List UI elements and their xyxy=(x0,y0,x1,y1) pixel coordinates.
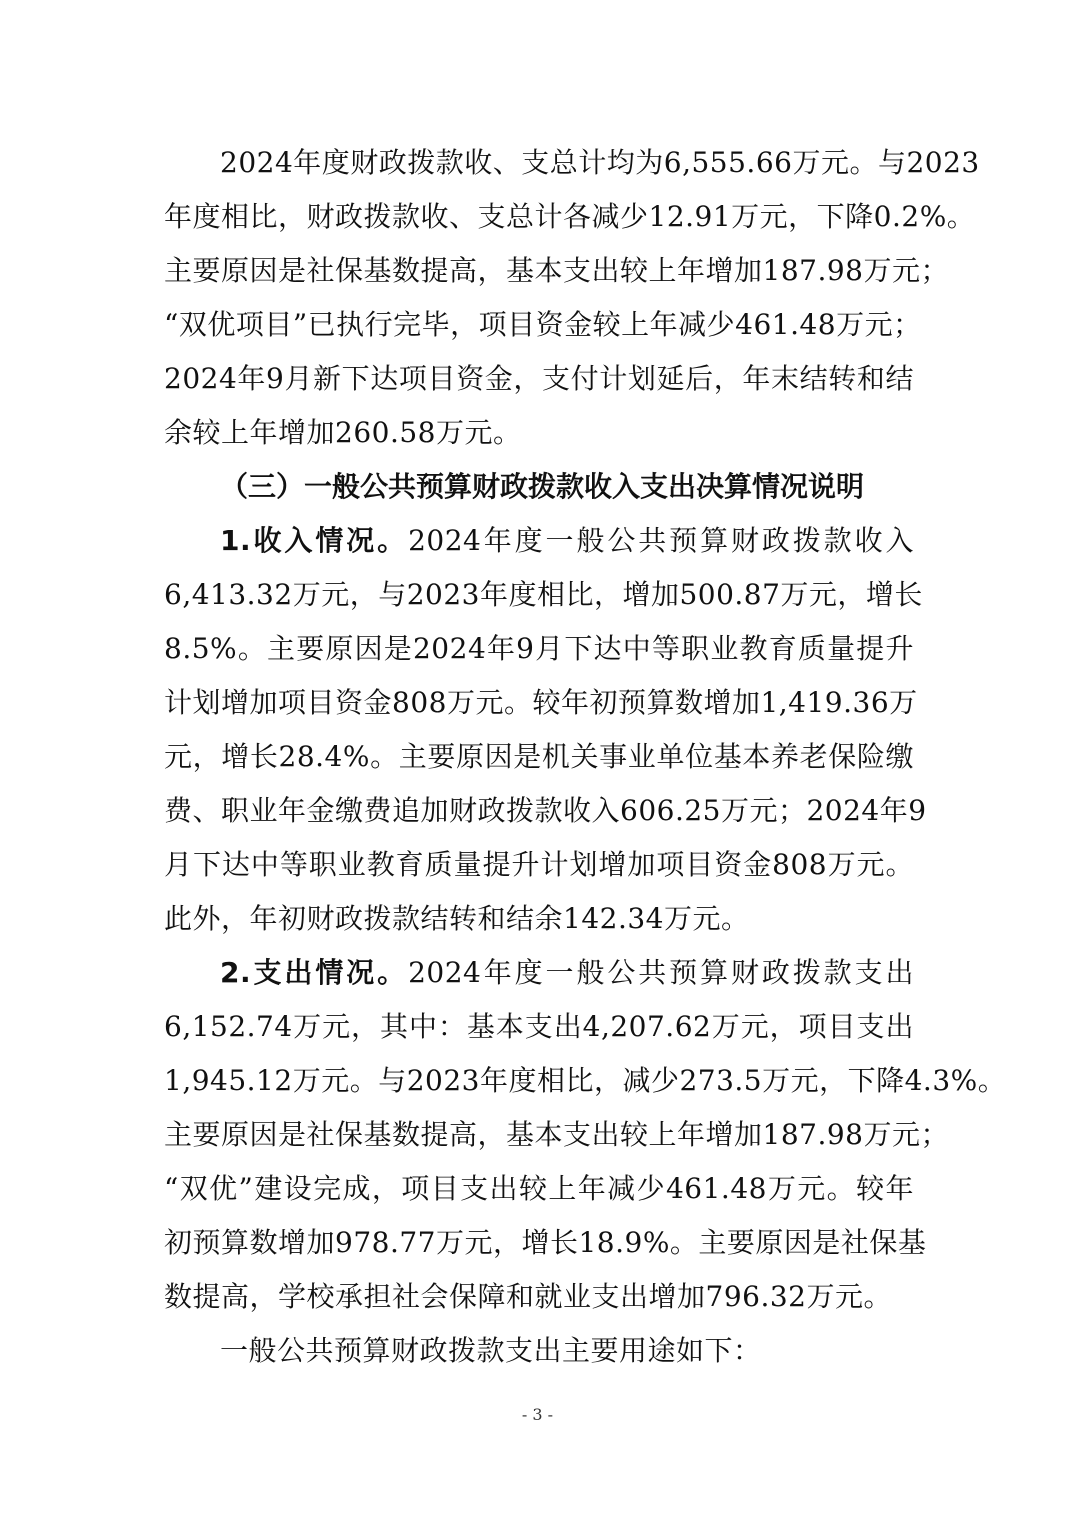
paragraph-line: 计划增加项目资金808万元。较年初预算数增加1,419.36万 xyxy=(164,686,918,719)
paragraph-line: 6,413.32万元，与2023年度相比，增加500.87万元，增长 xyxy=(164,578,923,611)
paragraph-line: “双优项目”已执行完毕，项目资金较上年减少461.48万元； xyxy=(164,308,922,341)
income-first-line xyxy=(220,514,914,568)
expenditure-lead: 2.支出情况。 xyxy=(220,956,409,989)
paragraph-line: 6,152.74万元，其中：基本支出4,207.62万元，项目支出 xyxy=(164,1010,914,1043)
section-heading: （三）一般公共预算财政拨款收入支出决算情况说明 xyxy=(220,470,865,503)
paragraph-line: 初预算数增加978.77万元，增长18.9%。主要原因是社保基 xyxy=(164,1226,927,1259)
page-number: - 3 - xyxy=(521,1405,554,1424)
paragraph-line: 1,945.12万元。与2023年度相比，减少273.5万元，下降4.3%。 xyxy=(164,1064,1007,1097)
paragraph-line: 主要原因是社保基数提高，基本支出较上年增加187.98万元； xyxy=(164,254,949,287)
paragraph-line: “双优”建设完成，项目支出较上年减少461.48万元。较年 xyxy=(164,1172,914,1205)
income-lead: 1.收入情况。 xyxy=(220,524,409,557)
paragraph-line: 主要原因是社保基数提高，基本支出较上年增加187.98万元； xyxy=(164,1118,949,1151)
expenditure-first-line-text: 2024年度一般公共预算财政拨款支出 xyxy=(408,956,914,989)
paragraph-line: 余较上年增加260.58万元。 xyxy=(164,416,522,449)
paragraph-line: 2024年度财政拨款收、支总计均为6,555.66万元。与2023 xyxy=(220,146,980,179)
paragraph-line: 元，增长28.4%。主要原因是机关事业单位基本养老保险缴 xyxy=(164,740,914,773)
paragraph-line: 费、职业年金缴费追加财政拨款收入606.25万元；2024年9 xyxy=(164,794,927,827)
paragraph-line: 2024年9月新下达项目资金，支付计划延后，年末结转和结 xyxy=(164,362,914,395)
paragraph-line: 8.5%。主要原因是2024年9月下达中等职业教育质量提升 xyxy=(164,632,914,665)
expenditure-first-line xyxy=(220,946,914,1000)
paragraph-line: 数提高，学校承担社会保障和就业支出增加796.32万元。 xyxy=(164,1280,892,1313)
income-first-line-text: 2024年度一般公共预算财政拨款收入 xyxy=(408,524,914,557)
paragraph-line: 年度相比，财政拨款收、支总计各减少12.91万元，下降0.2%。 xyxy=(164,200,976,233)
paragraph-line: 此外，年初财政拨款结转和结余142.34万元。 xyxy=(164,902,750,935)
paragraph-line: 月下达中等职业教育质量提升计划增加项目资金808万元。 xyxy=(164,848,914,881)
closing-line: 一般公共预算财政拨款支出主要用途如下： xyxy=(220,1334,762,1367)
